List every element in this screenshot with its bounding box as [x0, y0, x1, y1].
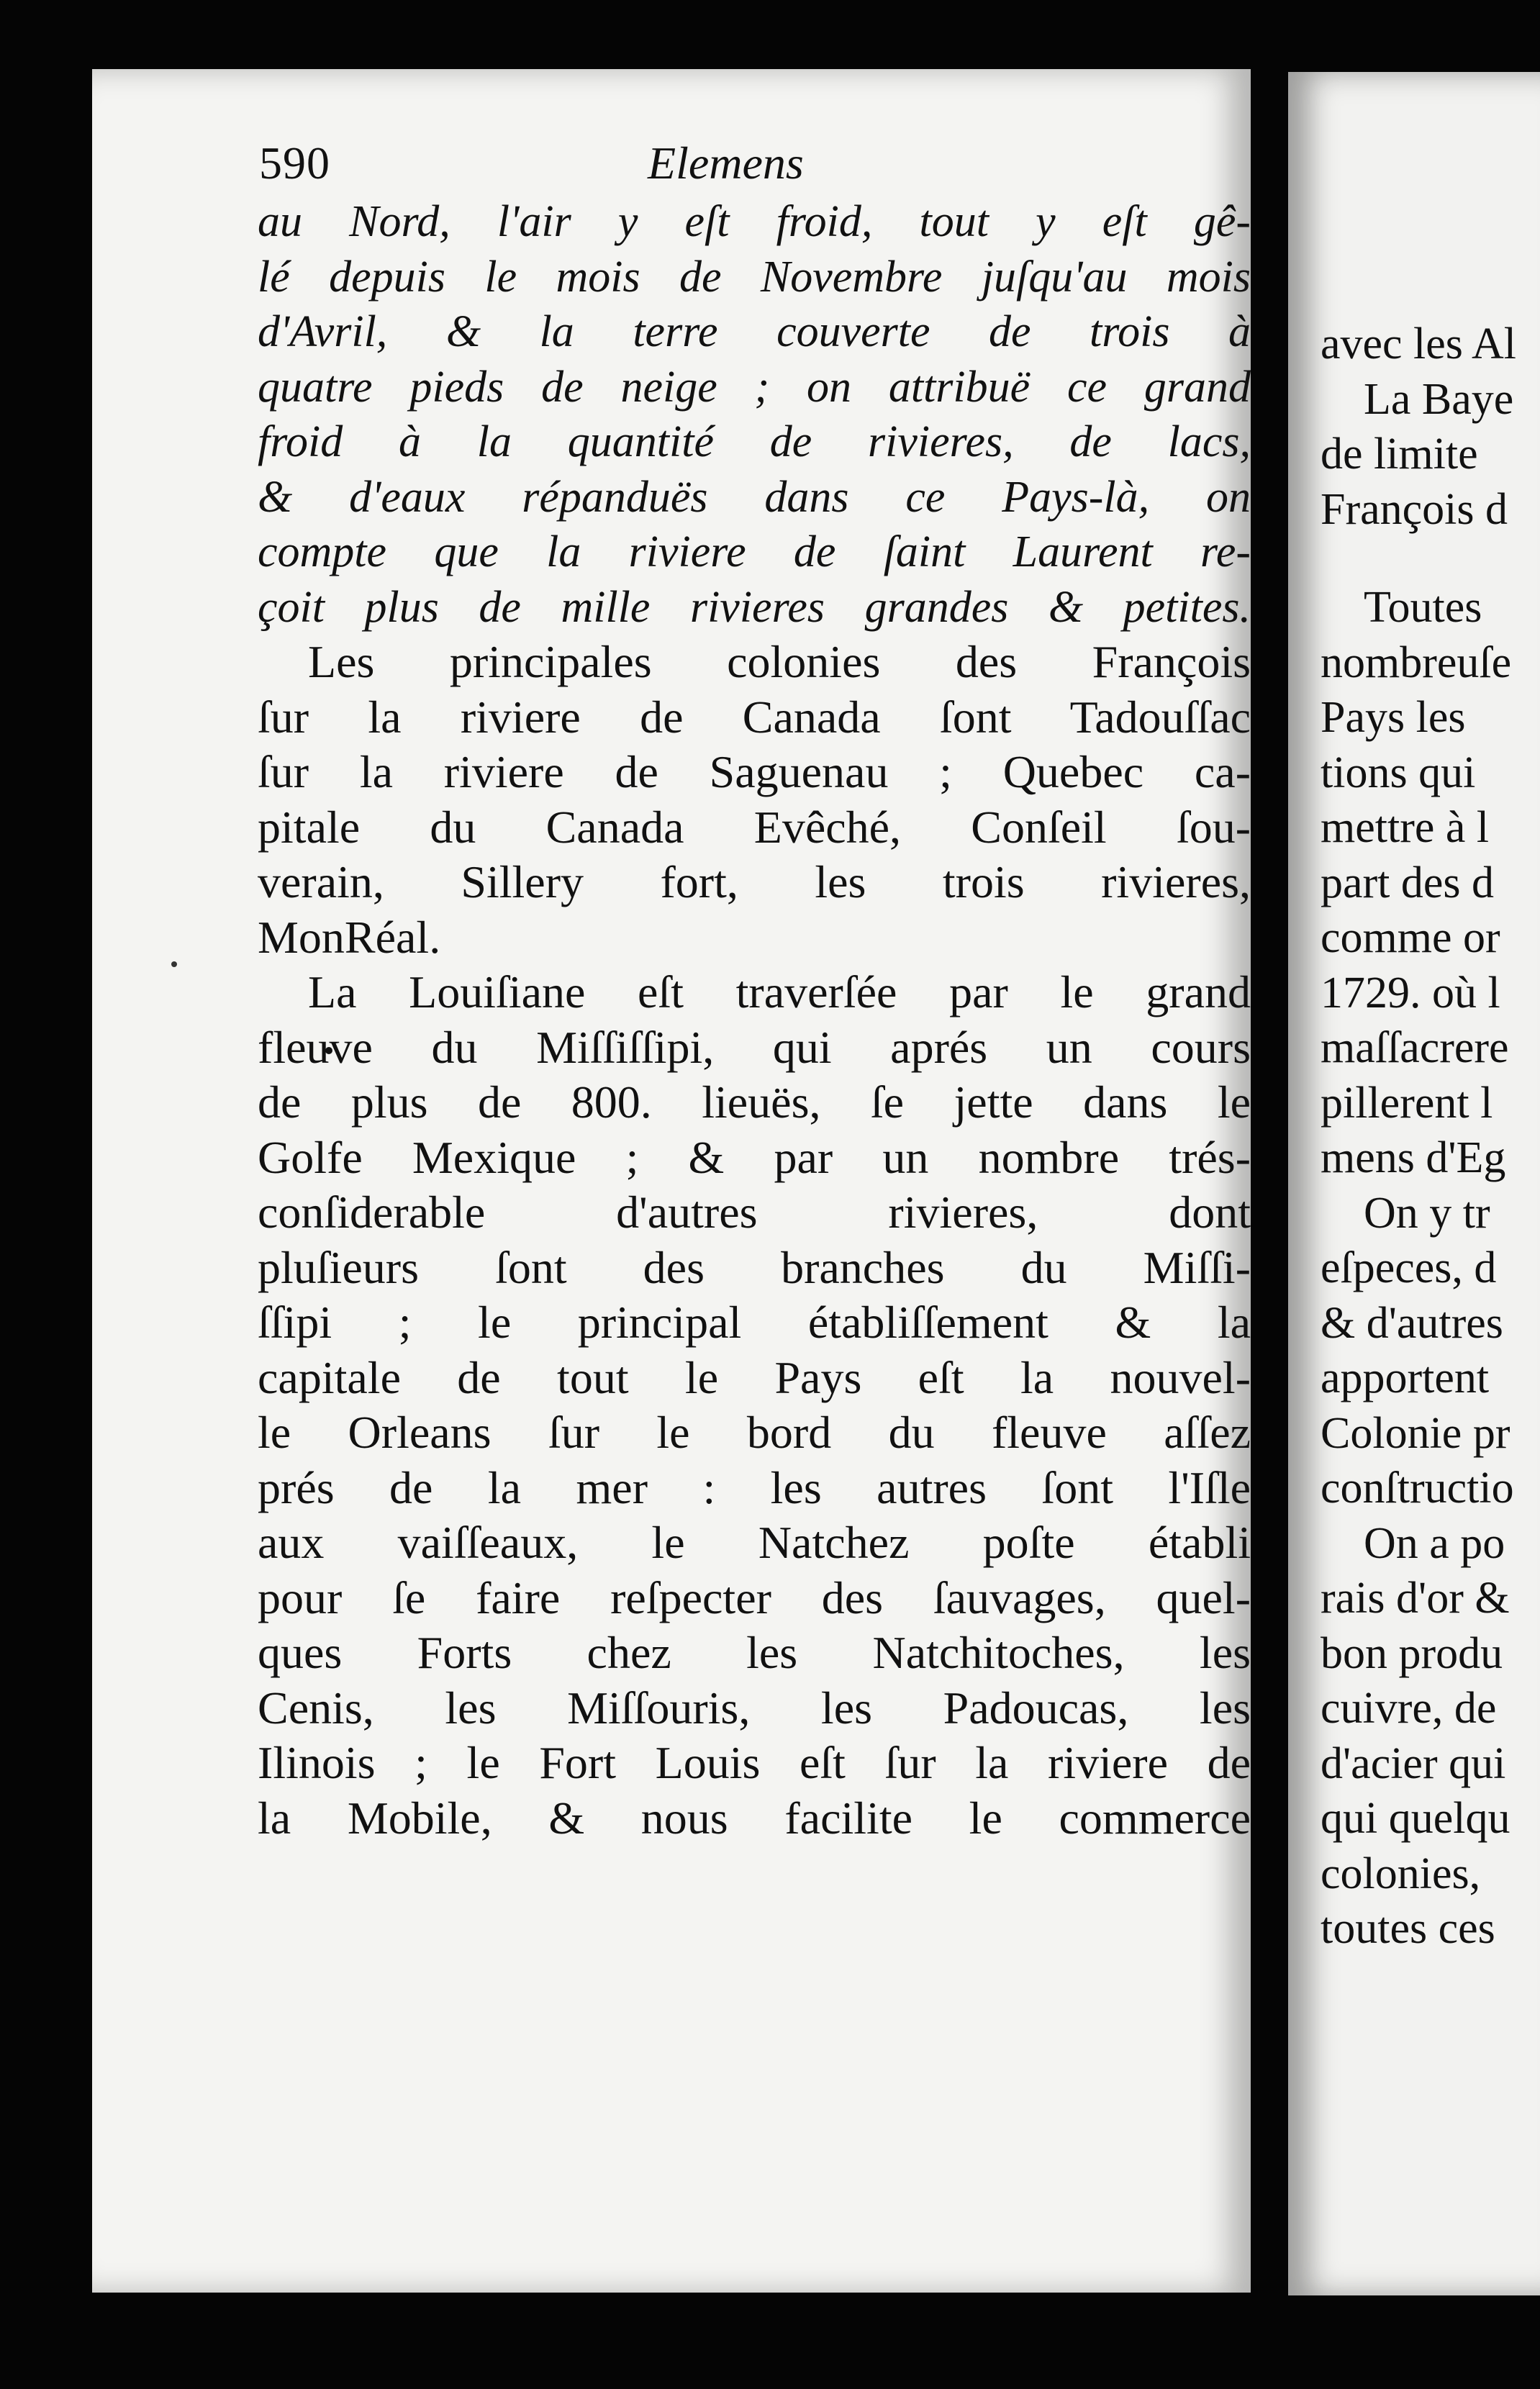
- left-page-text: [258, 194, 1251, 1846]
- text-line: Ilinois ; le Fort Louis eſt ſur la riviere de: [258, 1737, 1251, 1788]
- text-line: de limite: [1321, 430, 1478, 479]
- text-line: ſur la riviere de Canada ſont Tadouſſac: [258, 691, 1251, 743]
- text-line: d'Avril, & la terre couverte de trois à: [258, 307, 1251, 356]
- text-line: maſſacrere: [1321, 1023, 1509, 1072]
- text-line: d'acier qui: [1321, 1739, 1506, 1788]
- text-line: le Orleans ſur le bord du fleuve aſſez: [258, 1407, 1251, 1458]
- text-line: tions qui: [1321, 748, 1476, 797]
- text-line: On y tr: [1364, 1188, 1490, 1238]
- text-line: verain, Sillery fort, les trois rivieres,: [258, 856, 1251, 907]
- text-line: bon produ: [1321, 1628, 1503, 1678]
- text-line: toutes ces: [1321, 1904, 1495, 1953]
- page-header: [259, 137, 907, 201]
- text-line: apportent: [1321, 1354, 1490, 1402]
- text-line: Golfe Mexique ; & par un nombre trés-: [258, 1131, 1251, 1183]
- text-line: quatre pieds de neige ; on attribuë ce grand: [258, 362, 1251, 412]
- text-line: au Nord, l'air y eſt froid, tout y eſt gê-: [258, 197, 1251, 246]
- text-line: 1729. où l: [1321, 968, 1500, 1017]
- text-line: Pays les: [1321, 693, 1466, 742]
- right-page: [1288, 72, 1540, 2295]
- text-line: Cenis, les Miſſouris, les Padoucas, les: [258, 1682, 1251, 1733]
- text-line: aux vaiſſeaux, le Natchez poſte établi: [258, 1517, 1251, 1568]
- ink-spot: [171, 961, 177, 967]
- text-line: Toutes: [1364, 583, 1482, 632]
- text-line: la Mobile, & nous facilite le commerce: [258, 1792, 1251, 1844]
- text-line: capitale de tout le Pays eſt la nouvel-: [258, 1351, 1251, 1403]
- text-line: qui quelqu: [1321, 1794, 1510, 1843]
- text-line: ſſipi ; le principal établiſſement & la: [258, 1297, 1251, 1348]
- text-line: colonies,: [1321, 1849, 1481, 1898]
- text-line: pour ſe faire reſpecter des ſauvages, quel-: [258, 1572, 1251, 1623]
- text-line: rais d'or &: [1321, 1574, 1510, 1623]
- text-line: & d'autres: [1321, 1298, 1503, 1348]
- text-line: mens d'Eg: [1321, 1133, 1506, 1182]
- text-line: pluſieurs ſont des branches du Miſſi-: [258, 1241, 1251, 1293]
- text-line: çoit plus de mille rivieres grandes & petites.: [258, 582, 1251, 632]
- text-line: ſur la riviere de Saguenau ; Quebec ca-: [258, 746, 1251, 797]
- running-head: Elemens: [648, 137, 804, 189]
- text-line: cuivre, de: [1321, 1684, 1497, 1733]
- text-line: eſpeces, d: [1321, 1243, 1497, 1292]
- text-line: de plus de 800. lieuës, ſe jette dans le: [258, 1076, 1251, 1128]
- text-line: MonRéal.: [258, 911, 441, 963]
- text-line: Colonie pr: [1321, 1408, 1510, 1458]
- text-line: avec les Al: [1321, 319, 1517, 368]
- text-line: fleuve du Miſſiſſipi, qui aprés un cours: [258, 1021, 1251, 1073]
- text-line: conſtructio: [1321, 1464, 1514, 1513]
- text-line: pitale du Canada Evêché, Conſeil ſou-: [258, 801, 1251, 853]
- right-page-text: [1288, 317, 1540, 1957]
- page-number: 590: [259, 137, 330, 189]
- text-line: On a po: [1364, 1518, 1505, 1568]
- text-line: lé depuis le mois de Novembre juſqu'au mois: [258, 252, 1251, 302]
- text-line: comme or: [1321, 913, 1500, 962]
- text-line: François d: [1321, 484, 1508, 534]
- text-line: conſiderable d'autres rivieres, dont: [258, 1187, 1251, 1238]
- text-line: part des d: [1321, 858, 1495, 907]
- text-line: prés de la mer : les autres ſont l'Iſle: [258, 1461, 1251, 1513]
- text-line: nombreuſe: [1321, 638, 1512, 687]
- text-line: mettre à l: [1321, 803, 1490, 852]
- text-line: ques Forts chez les Natchitoches, les: [258, 1627, 1251, 1678]
- text-line: froid à la quantité de rivieres, de lacs,: [258, 417, 1251, 466]
- text-line: Les principales colonies des François: [308, 636, 1251, 687]
- text-line: compte que la riviere de ſaint Laurent re-: [258, 527, 1251, 576]
- text-line: & d'eaux répanduës dans ce Pays-là, on: [258, 472, 1251, 522]
- text-line: La Louiſiane eſt traverſée par le grand: [308, 966, 1251, 1017]
- text-line: La Baye: [1364, 374, 1514, 424]
- text-line: pillerent l: [1321, 1078, 1493, 1128]
